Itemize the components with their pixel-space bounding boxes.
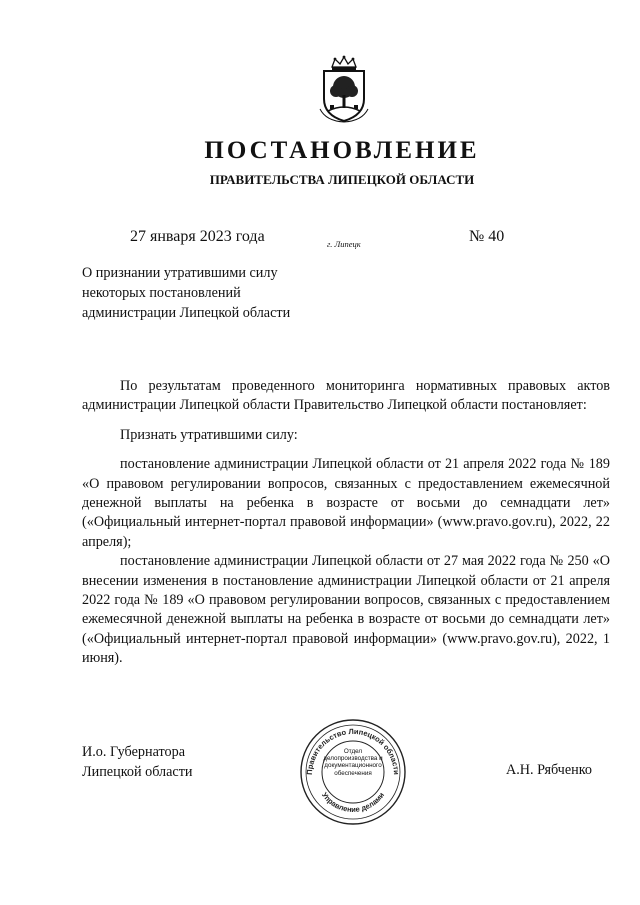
document-subject xyxy=(82,263,290,323)
stamp-outer-text-bottom: Управление делами xyxy=(319,790,387,815)
stamp-center-line: Отдел xyxy=(343,748,363,755)
document-date: 27 января 2023 года xyxy=(130,228,265,245)
stamp-center-line: делопроизводства и xyxy=(323,755,383,763)
body-paragraph: Признать утратившими силу: xyxy=(120,426,298,443)
signer-position-line: И.о. Губернатора xyxy=(82,744,185,760)
document-number: № 40 xyxy=(469,228,505,245)
coat-of-arms-icon xyxy=(316,55,372,123)
document-subtitle: ПРАВИТЕЛЬСТВА ЛИПЕЦКОЙ ОБЛАСТИ xyxy=(209,172,475,187)
subject-line: О признании утратившими силу xyxy=(82,265,278,281)
document-city: г. Липецк xyxy=(327,239,361,249)
body-paragraph: постановление администрации Липецкой области от 21 апреля 2022 года № 189 «О правовом регулировании вопросов, связанных с предоставлением ежемесячной денежной выплаты на ребенка в возрасте от восьми до семнадцати лет» («Официальный интернет-портал правовой информации» (www.pravo.gov.ru), 2022, 22 апреля); xyxy=(82,456,610,550)
body-paragraph: По результатам проведенного мониторинга нормативных правовых актов администрации Липецкой области Правительство Липецкой области постановляет: xyxy=(82,378,610,414)
signer-position-line: Липецкой области xyxy=(82,764,193,780)
document-body xyxy=(82,377,610,669)
signer-name: А.Н. Рябченко xyxy=(506,762,592,778)
body-paragraph: постановление администрации Липецкой области от 27 мая 2022 года № 250 «О внесении изменения в постановление администрации Липецкой области от 21 апреля 2022 года № 189 «О правовом регулировании вопросов, связанных с предоставлением ежемесячной денежной выплаты на ребенка в возрасте от восьми до семнадцати лет» («Официальный интернет-портал правовой информации» (www.pravo.gov.ru), 2022, 1 июня). xyxy=(82,553,610,667)
subject-line: администрации Липецкой области xyxy=(82,305,291,321)
document-title: ПОСТАНОВЛЕНИЕ xyxy=(204,137,480,164)
stamp-center-text xyxy=(318,748,388,777)
stamp-outer-text-top: Правительство Липецкой области xyxy=(304,726,402,776)
signer-position xyxy=(82,742,193,782)
subject-line: некоторых постановлений xyxy=(82,285,241,301)
stamp-center-line: обеспечения xyxy=(334,769,372,777)
svg-text:Управление делами xyxy=(320,790,386,814)
stamp-center-line: документационного xyxy=(324,762,382,770)
